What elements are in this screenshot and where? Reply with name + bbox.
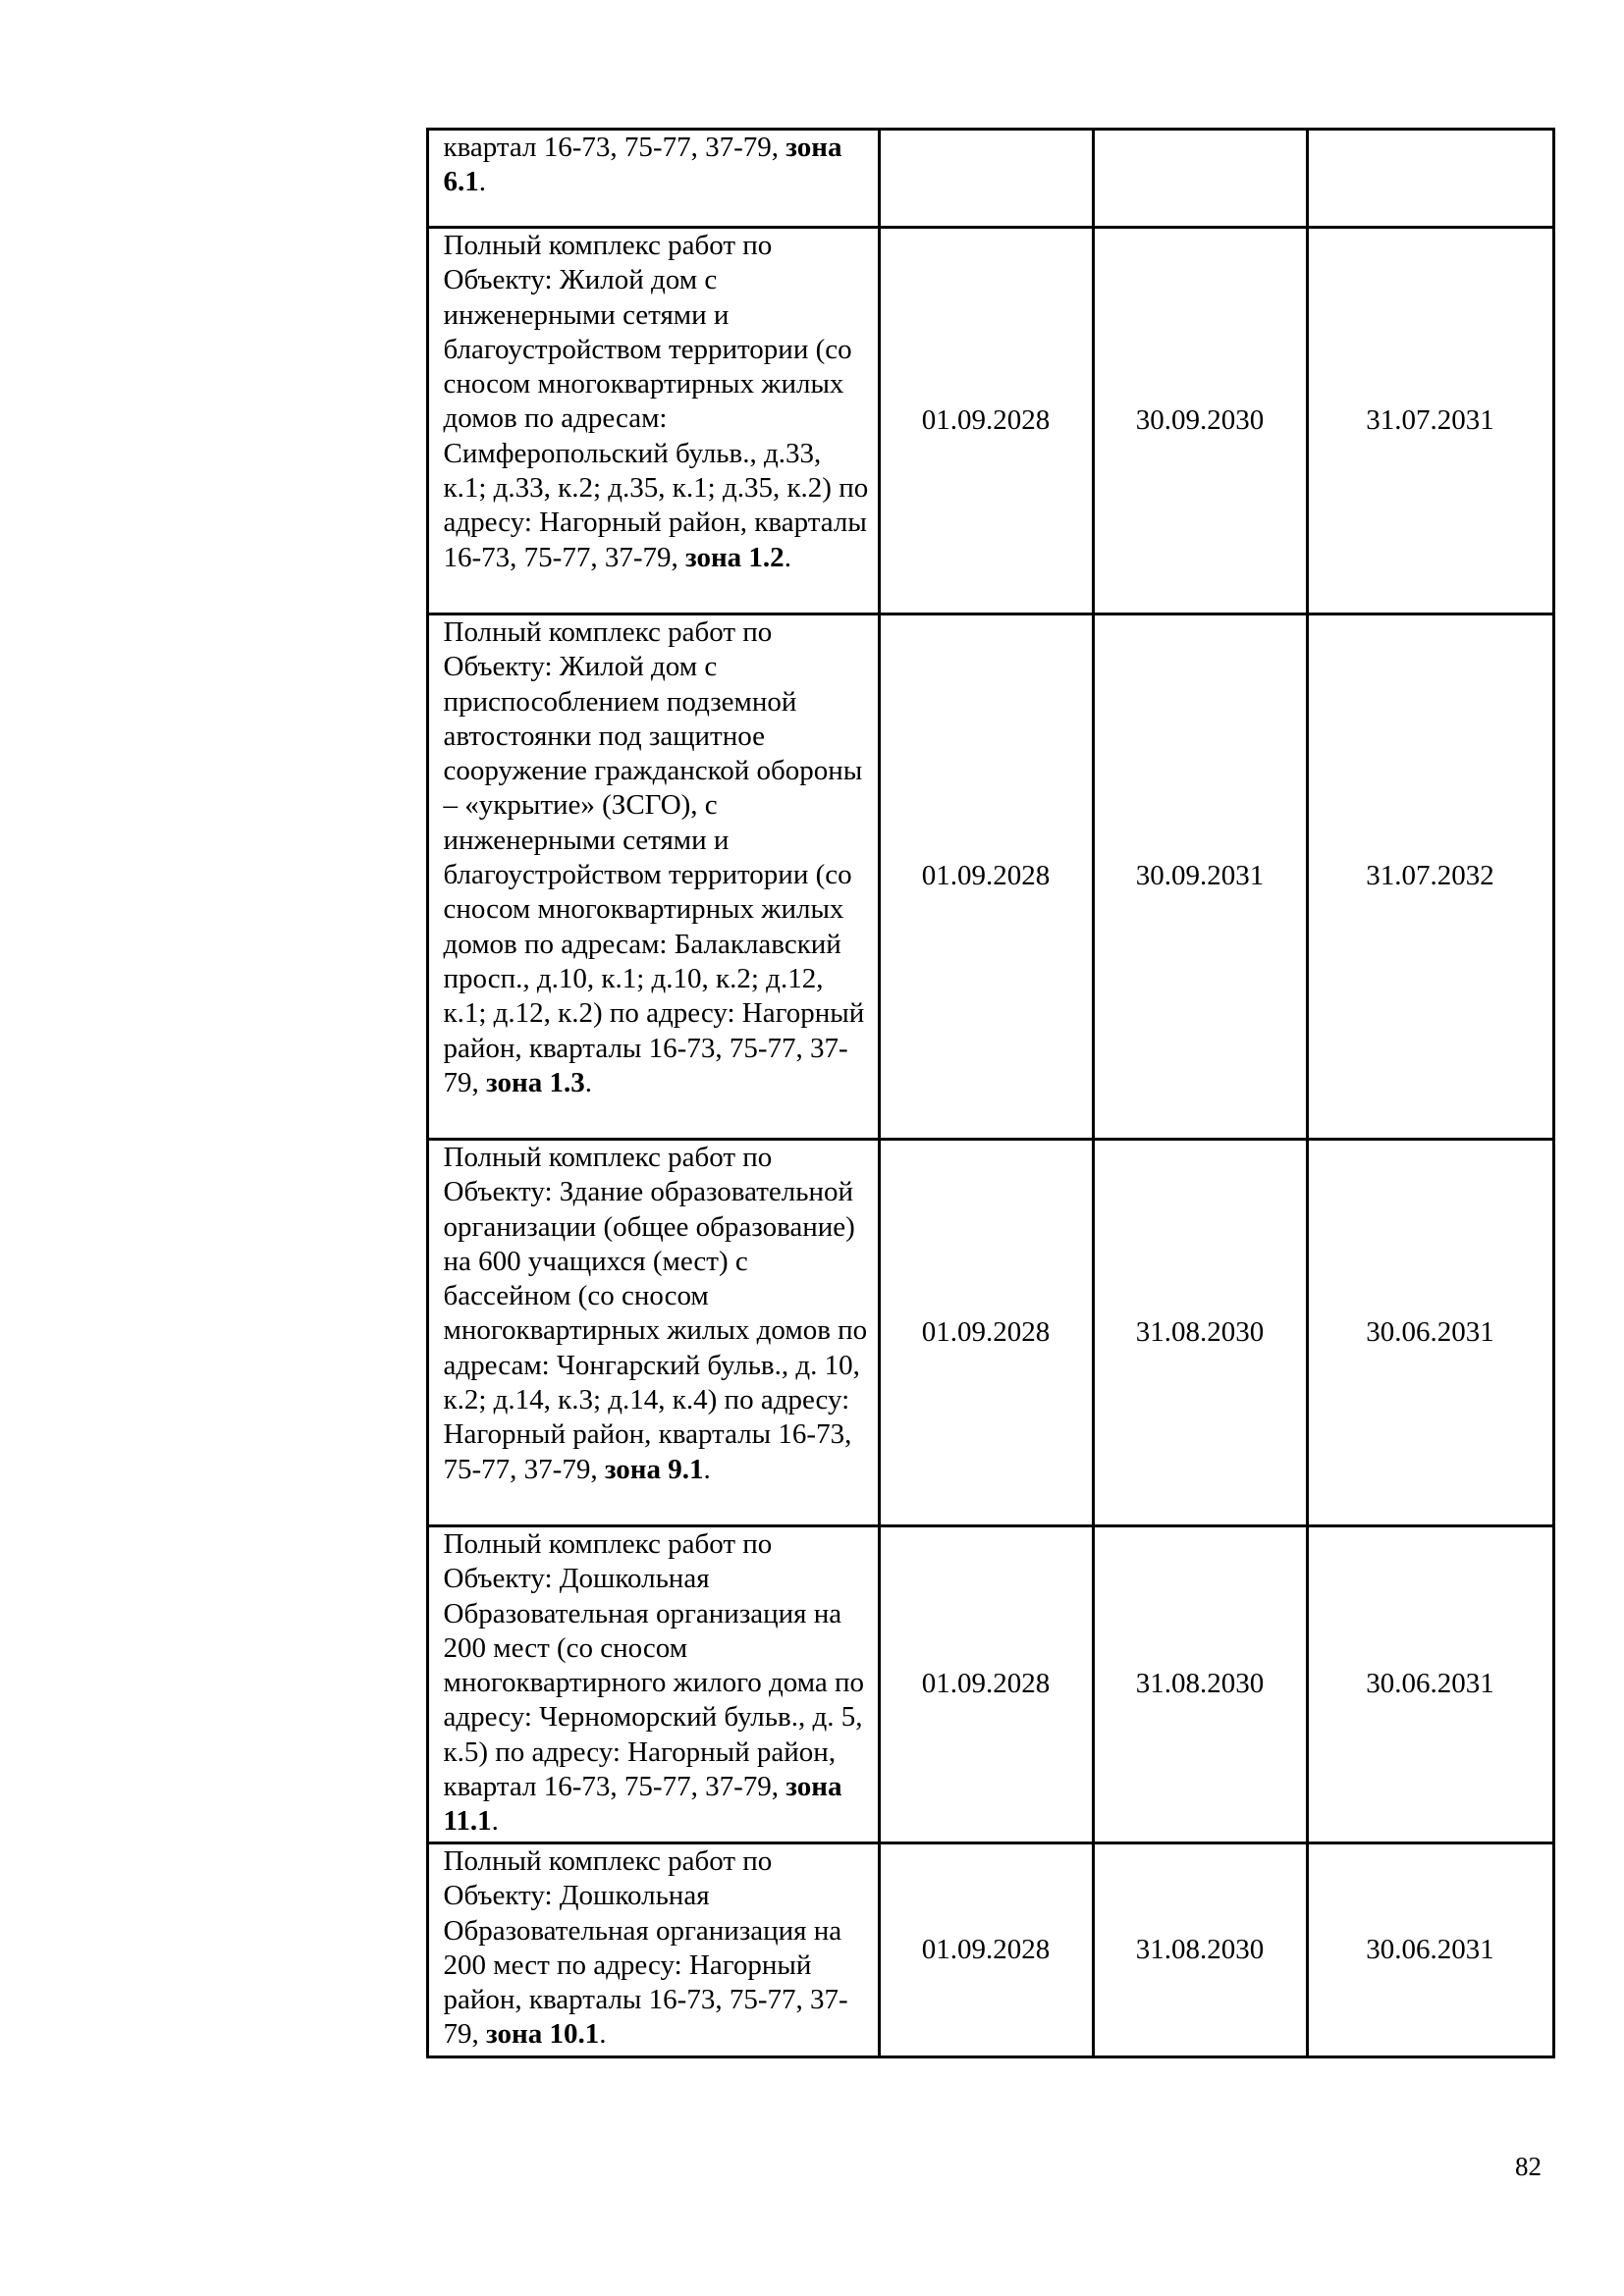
zone-suffix: . xyxy=(703,1453,711,1485)
work-description-cell xyxy=(427,614,879,1140)
work-description-cell xyxy=(427,1140,879,1526)
zone-label: зона 11.1 xyxy=(443,1771,842,1838)
work-description-cell xyxy=(427,1526,879,1843)
work-description-text: Полный комплекс работ по Объекту: Жилой дом с приспособлением подземной автостоянки под защитное сооружение гражданской обороны – «укрытие» (ЗСГО), с инженерными сетями и благоустройством территории (со сносом многоквартирных жилых домов по адресам: Балаклавский просп., д.10, к.1; д.10, к.2; д.12, к.1; д.12, к.2) по адресу: Нагорный район, кварталы 16-73, 75-77, 37-79, xyxy=(443,616,865,1098)
table-row xyxy=(218,130,1553,228)
work-description-text: Полный комплекс работ по Объекту: Жилой дом с инженерными сетями и благоустройством территории (со сносом многоквартирных жилых домов по адресам: Симферопольский бульв., д.33, к.1; д.33, к.2; д.35, к.1; д.35, к.2) по адресу: Нагорный район, кварталы 16-73, 75-77, 37-79, xyxy=(443,230,869,573)
deadline-date-cell: 31.07.2032 xyxy=(1307,614,1553,1140)
deadline-date-cell xyxy=(1307,130,1553,228)
end-date-cell xyxy=(1093,130,1307,228)
end-date-cell: 31.08.2030 xyxy=(1093,1843,1307,2057)
work-description-cell xyxy=(427,228,879,614)
start-date-cell: 01.09.2028 xyxy=(879,228,1093,614)
zone-label: зона 6.1 xyxy=(443,132,842,198)
deadline-date-cell: 31.07.2031 xyxy=(1307,228,1553,614)
end-date-cell: 30.09.2030 xyxy=(1093,228,1307,614)
start-date-cell xyxy=(879,130,1093,228)
end-date-cell: 31.08.2030 xyxy=(1093,1140,1307,1526)
deadline-date-cell: 30.06.2031 xyxy=(1307,1526,1553,1843)
work-description-cell xyxy=(427,1843,879,2057)
deadline-date-cell: 30.06.2031 xyxy=(1307,1140,1553,1526)
zone-suffix: . xyxy=(784,541,791,573)
zone-label: зона 9.1 xyxy=(604,1453,704,1485)
works-schedule-table xyxy=(218,128,1555,2058)
end-date-cell: 30.09.2031 xyxy=(1093,614,1307,1140)
end-date-cell: 31.08.2030 xyxy=(1093,1526,1307,1843)
start-date-cell: 01.09.2028 xyxy=(879,1526,1093,1843)
zone-label: зона 1.3 xyxy=(486,1066,585,1098)
zone-suffix: . xyxy=(491,1805,499,1838)
zone-label: зона 1.2 xyxy=(684,541,785,573)
start-date-cell: 01.09.2028 xyxy=(879,614,1093,1140)
row-number-cell xyxy=(218,130,427,2057)
start-date-cell: 01.09.2028 xyxy=(879,1843,1093,2057)
zone-suffix: . xyxy=(478,166,486,198)
zone-label: зона 10.1 xyxy=(486,2018,600,2051)
work-description-text: Полный комплекс работ по Объекту: Дошкольная Образовательная организация на 200 мест по адресу: Нагорный район, кварталы 16-73, 75-77, 37-79, xyxy=(443,1845,848,2051)
zone-suffix: . xyxy=(584,1066,592,1098)
zone-suffix: . xyxy=(599,2018,607,2051)
work-description-text: квартал 16-73, 75-77, 37-79, xyxy=(443,132,779,163)
work-description-text: Полный комплекс работ по Объекту: Дошкольная Образовательная организация на 200 мест (со сносом многоквартирного жилого дома по адресу: Черноморский бульв., д. 5, к.5) по адресу: Нагорный район, квартал 16-73, 75-77, 37-79, xyxy=(443,1528,865,1803)
work-description-cell xyxy=(427,130,879,228)
start-date-cell: 01.09.2028 xyxy=(879,1140,1093,1526)
work-description-text: Полный комплекс работ по Объекту: Здание образовательной организации (общее образование) на 600 учащихся (мест) с бассейном (со сносом многоквартирных жилых домов по адресам: Чонгарский бульв., д. 10, к.2; д.14, к.3; д.14, к.4) по адресу: Нагорный район, кварталы 16-73, 75-77, 37-79, xyxy=(443,1142,868,1485)
deadline-date-cell: 30.06.2031 xyxy=(1307,1843,1553,2057)
page-number: 82 xyxy=(1515,2152,1542,2181)
